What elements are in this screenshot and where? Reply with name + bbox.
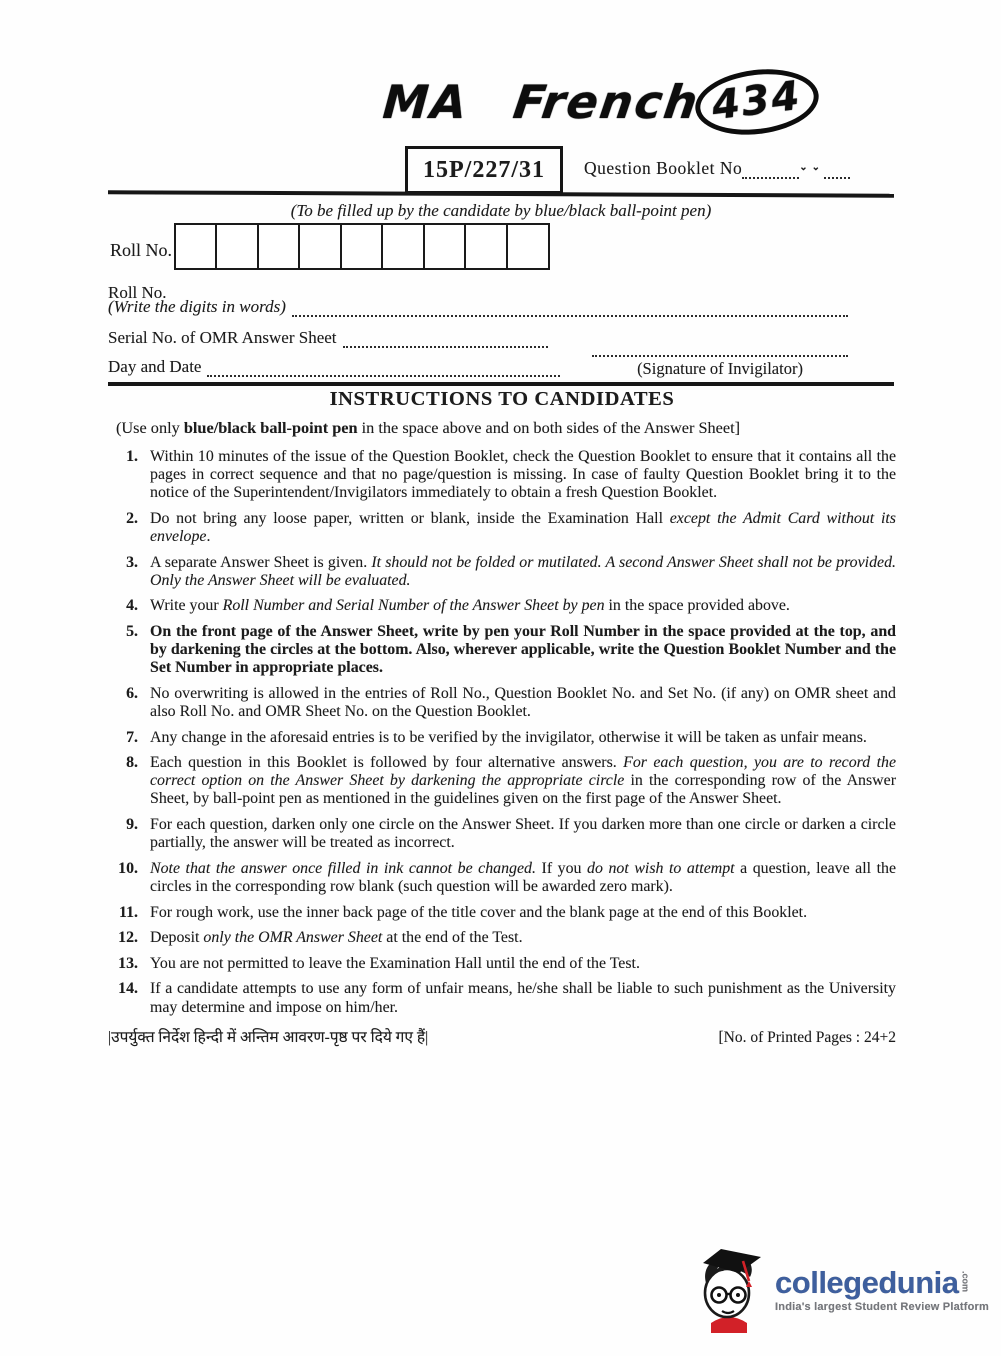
brand-tagline: India's largest Student Review Platform (775, 1301, 989, 1313)
omr-serial-label: Serial No. of OMR Answer Sheet (108, 328, 337, 347)
text-segment: It should not be folded or mutilated. A second Answer Sheet shall not be provided. Only the Answer Sheet will be evaluated. (150, 553, 896, 589)
instruction-text (150, 929, 896, 947)
handwritten-title (383, 70, 819, 134)
collegedunia-mascot-icon (693, 1247, 767, 1333)
instruction-text (150, 623, 896, 677)
text-segment: A separate Answer Sheet is given. (150, 553, 372, 571)
divider-rule-top (108, 190, 894, 197)
text-segment: For each question, darken only one circle on the Answer Sheet. If you darken more than one circle or darken a circle partially, the answer will be treated as incorrect. (150, 816, 896, 852)
instruction-item (108, 904, 896, 922)
booklet-no-dotted-line (742, 163, 799, 179)
instruction-number: 14. (118, 980, 138, 998)
paper-code-box: 15P/227/31 (405, 146, 563, 194)
brand-tld: .com (960, 1271, 971, 1293)
instructions-section (108, 388, 896, 1046)
instruction-item (108, 729, 896, 747)
instruction-item (108, 754, 896, 808)
text-segment: in the corresponding row of the Answer Sheet, by ball-point pen as mentioned in the guidelines given on the first page of the Answer Sheet. (150, 772, 897, 808)
instruction-text (150, 729, 896, 747)
roll-box (257, 223, 301, 270)
text-segment: If a candidate attempts to use any form of unfair means, he/she shall be liable to such punishment as the University may determine and impose on him/her. (150, 980, 896, 1016)
instruction-number: 11. (119, 903, 138, 921)
brand-wordmark: collegedunia (775, 1265, 959, 1300)
stray-pen-marks: ⌄⌄ (799, 162, 824, 173)
instruction-number: 12. (118, 929, 138, 947)
text-segment: Write your (150, 597, 223, 615)
instructions-list (108, 448, 896, 1017)
instruction-item (108, 510, 896, 546)
instruction-text (150, 904, 896, 922)
instruction-number: 13. (118, 954, 138, 972)
text-segment: Deposit (150, 929, 204, 947)
text-segment: No overwriting is allowed in the entries of Roll No., Question Booklet No. and Set No. (if any) on OMR sheet and also Roll No. and OMR Sheet No. on the Question Booklet. (150, 684, 896, 720)
text-segment: only the OMR Answer Sheet (203, 929, 383, 947)
text-segment: Each question in this Booklet is followed by four alternative answers. (150, 754, 624, 772)
roll-box (506, 223, 550, 270)
instruction-number: 1. (126, 447, 138, 465)
day-date-label: Day and Date (108, 357, 202, 376)
printed-pages-note: [No. of Printed Pages : 24+2 (718, 1028, 896, 1046)
instruction-number: 10. (118, 859, 138, 877)
instruction-item (108, 816, 896, 852)
instruction-number: 8. (126, 754, 138, 772)
text-segment: Note that the answer once filled in ink cannot be changed. (150, 859, 536, 877)
instruction-item (108, 955, 896, 973)
instruction-number: 2. (126, 509, 138, 527)
instruction-item (108, 554, 896, 590)
instruction-number: 5. (126, 622, 138, 640)
instruction-item (108, 929, 896, 947)
roll-box (215, 223, 259, 270)
roll-no-words-label: Roll No. (108, 283, 167, 302)
question-booklet-label: Question Booklet No (584, 158, 743, 178)
brand-text-block (775, 1267, 989, 1313)
text-segment: except the Admit Card without its envelope (150, 509, 896, 545)
text-segment: On the front page of the Answer Sheet, write by pen your Roll Number in the space provided at the top, and by darkening the circles at the bottom. Also, wherever applicable, write the Question Booklet Number and the Set Number in appropriate places. (150, 622, 896, 677)
instruction-item (108, 860, 896, 896)
instruction-text (150, 685, 896, 721)
roll-words-hint: (Write the digits in words) (108, 297, 286, 316)
footer-row (108, 1029, 896, 1047)
text-segment: (Use only (116, 418, 184, 438)
roll-box (381, 223, 425, 270)
roll-boxes (176, 223, 550, 270)
signature-dotted-line (592, 341, 848, 357)
handwritten-course: MA (381, 75, 471, 129)
roll-box (340, 223, 384, 270)
divider-rule-mid (108, 382, 894, 386)
instruction-text (150, 510, 896, 546)
instruction-text (150, 597, 896, 615)
instruction-number: 6. (126, 684, 138, 702)
instruction-number: 9. (126, 816, 138, 834)
roll-words-dotted-line (292, 301, 848, 317)
question-booklet-no (584, 158, 850, 179)
roll-no-label: Roll No. (110, 240, 173, 260)
omr-serial-line (108, 328, 548, 348)
omr-serial-dotted-line (343, 332, 548, 348)
invigilator-signature-label: (Signature of Invigilator) (637, 359, 803, 378)
text-segment: in the space above and on both sides of the Answer Sheet] (357, 418, 741, 438)
instructions-title: INSTRUCTIONS TO CANDIDATES (329, 388, 675, 410)
text-segment: You are not permitted to leave the Examination Hall until the end of the Test. (150, 954, 640, 972)
instruction-text (150, 554, 896, 590)
instruction-text (150, 754, 896, 808)
roll-box (423, 223, 467, 270)
course-code-circle: 434 (692, 63, 822, 142)
roll-box (174, 223, 218, 270)
day-date-dotted-line (207, 361, 560, 377)
instruction-text (150, 955, 896, 973)
text-segment: . (206, 527, 211, 545)
roll-words-line (108, 297, 848, 317)
text-segment: Do not bring any loose paper, written or blank, inside the Examination Hall (150, 509, 670, 527)
instruction-text (150, 816, 896, 852)
instruction-number: 3. (126, 553, 138, 571)
text-segment: For each question, you are to record the correct option on the Answer Sheet by darkening the appropriate circle (150, 754, 896, 790)
text-segment: Within 10 minutes of the issue of the Question Booklet, check the Question Booklet to ensure that it contains all the pages in correct sequence and that no page/question is missing. In case of faulty Question Booklet bring it to the notice of the Superintendent/Invigilators immediately to obtain a fresh Question Booklet. (150, 447, 896, 502)
fill-note: (To be filled up by the candidate by blue/black ball-point pen) (290, 201, 712, 220)
text-segment: blue/black ball-point pen (183, 418, 358, 438)
text-segment: If you (535, 859, 588, 877)
instruction-item (108, 597, 896, 615)
instructions-intro (116, 419, 896, 438)
hindi-note: |उपर्युक्त निर्देश हिन्दी में अन्तिम आवरण-पृष्ठ पर दिये गए हैं| (108, 1028, 429, 1046)
instruction-number: 4. (126, 597, 138, 615)
text-segment: a question, leave all the circles in the corresponding row blank (such question will be awarded zero mark). (150, 859, 897, 895)
collegedunia-logo (693, 1247, 989, 1333)
day-date-line (108, 357, 560, 377)
instruction-text (150, 448, 896, 502)
instruction-text (150, 860, 896, 896)
text-segment: Any change in the aforesaid entries is to be verified by the invigilator, otherwise it will be taken as unfair means. (150, 728, 867, 746)
booklet-no-dotted-line-end (824, 163, 850, 179)
instruction-text (150, 980, 896, 1016)
text-segment: at the end of the Test. (382, 929, 523, 947)
text-segment: in the space provided above. (604, 597, 790, 615)
text-segment: Roll Number and Serial Number of the Answer Sheet by pen (222, 597, 605, 615)
instruction-item (108, 980, 896, 1016)
instruction-number: 7. (126, 728, 138, 746)
text-segment: do not wish to attempt (587, 859, 735, 877)
text-segment: For rough work, use the inner back page of the title cover and the blank page at the end of this Booklet. (150, 903, 808, 921)
instruction-item (108, 685, 896, 721)
instruction-item (108, 623, 896, 677)
handwritten-subject: French (510, 75, 704, 129)
instruction-item (108, 448, 896, 502)
roll-box (464, 223, 508, 270)
roll-box (298, 223, 342, 270)
